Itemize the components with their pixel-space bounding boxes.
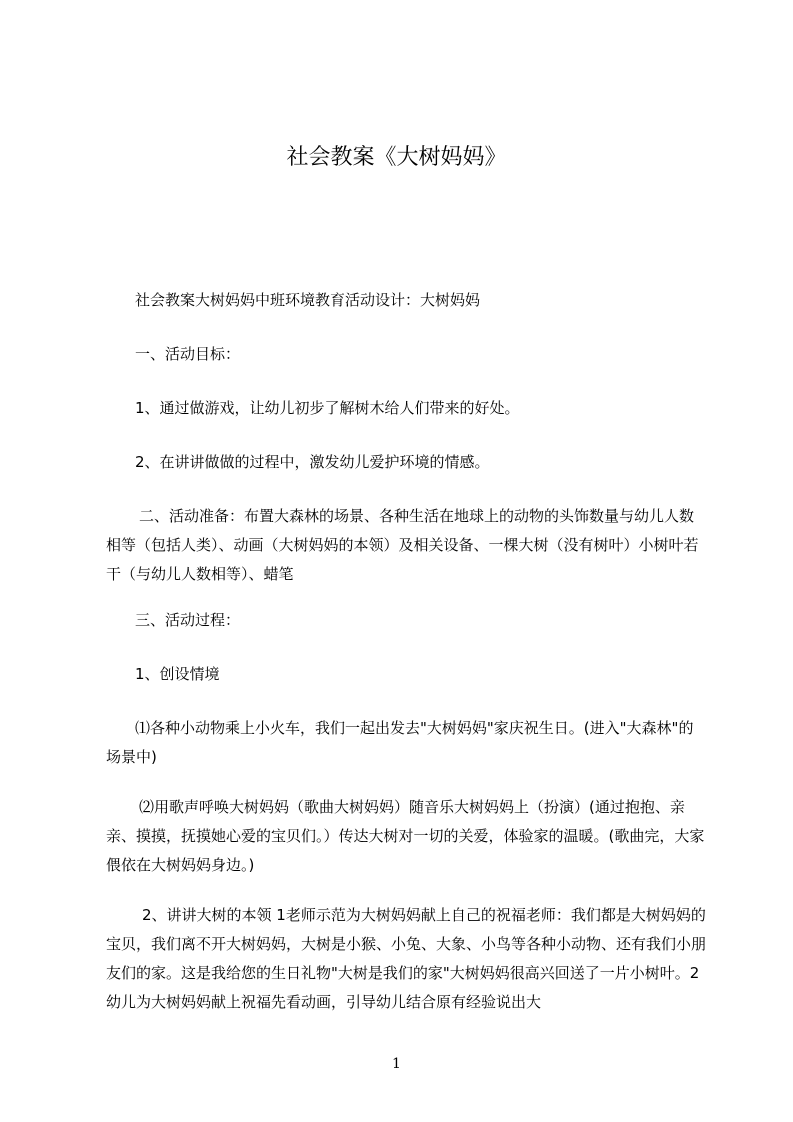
objective-item-2: 2、在讲讲做做的过程中，激发幼儿爱护环境的情感。	[135, 453, 490, 471]
process-substep-2: ⑵用歌声呼唤大树妈妈（歌曲大树妈妈）随音乐大树妈妈上（扮演）(通过抱抱、亲亲、摸摸，抚摸她心爱的宝贝们。）传达大树对一切的关爱，体验家的温暖。(歌曲完，大家偎依在大树妈妈身边。)	[106, 798, 705, 874]
process-step-1: 1、创设情境	[135, 665, 220, 683]
document-title: 社会教案《大树妈妈》	[286, 145, 507, 170]
page-number: 1	[392, 1056, 401, 1072]
process-substep-1: ⑴各种小动物乘上小火车，我们一起出发去"大树妈妈"家庆祝生日。(进入"大森林"的场景中)	[106, 719, 694, 766]
process-step-2: 2、讲讲大树的本领 1老师示范为大树妈妈献上自己的祝福老师：我们都是大树妈妈的宝贝，我们离不开大树妈妈，大树是小猴、小兔、大象、小鸟等各种小动物、还有我们小朋友们的家。这是我给您的生日礼物"大树是我们的家"大树妈妈很高兴回送了一片小树叶。2幼儿为大树妈妈献上祝福先看动画，引导幼儿结合原有经验说出大	[106, 906, 707, 1011]
paragraph-preparation: 二、活动准备：布置大森林的场景、各种生活在地球上的动物的头饰数量与幼儿人数相等（包括人类）、动画（大树妈妈的本领）及相关设备、一棵大树（没有树叶）小树叶若干（与幼儿人数相等）、蜡笔	[106, 507, 699, 583]
objective-item-1: 1、通过做游戏，让幼儿初步了解树木给人们带来的好处。	[135, 399, 520, 417]
paragraph-intro: 社会教案大树妈妈中班环境教育活动设计：大树妈妈	[135, 291, 481, 309]
heading-objectives: 一、活动目标：	[135, 345, 241, 363]
heading-process: 三、活动过程：	[135, 611, 241, 629]
